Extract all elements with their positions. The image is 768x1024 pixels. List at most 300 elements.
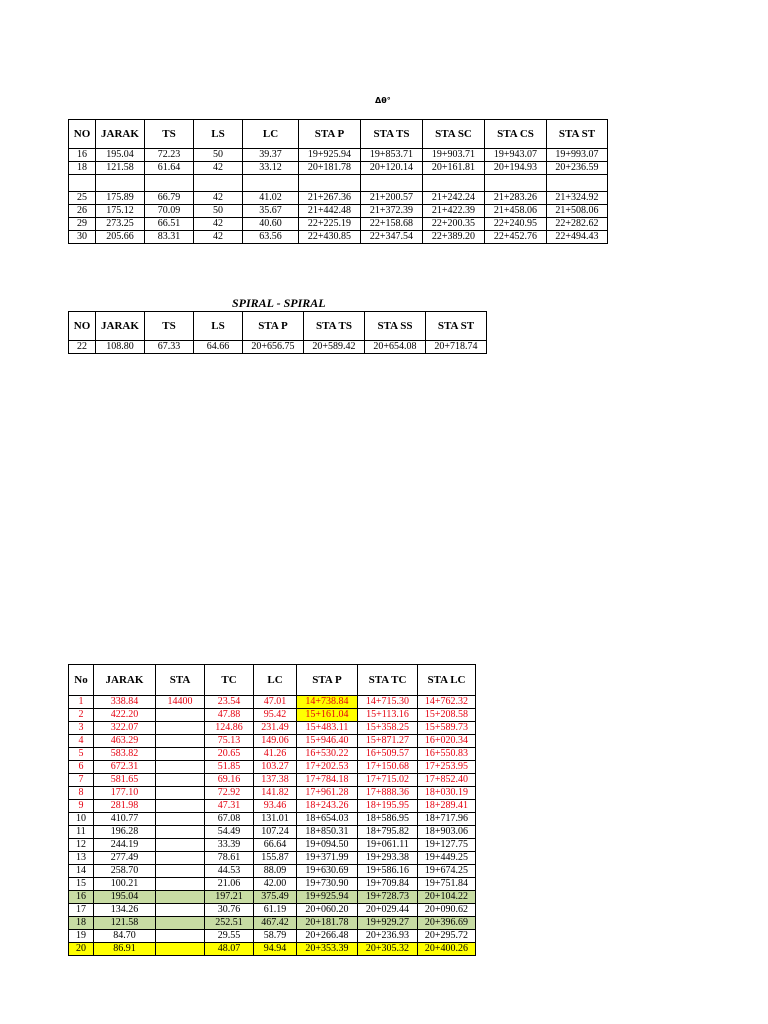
table-cell: 48.07: [205, 943, 254, 956]
header-cell: STA SC: [423, 120, 485, 149]
table-cell: 18+850.31: [297, 826, 358, 839]
table-cell: 19+751.84: [418, 878, 476, 891]
table-cell: 107.24: [254, 826, 297, 839]
table-cell: 583.82: [94, 748, 156, 761]
table-cell: 18+030.19: [418, 787, 476, 800]
table-cell: 16+550.83: [418, 748, 476, 761]
table-cell: [423, 175, 485, 192]
table-cell: 3: [69, 722, 94, 735]
table-header-row: [69, 120, 608, 149]
table-cell: 72.23: [145, 149, 194, 162]
table-row: [69, 839, 476, 852]
table-row: [69, 709, 476, 722]
table-cell: 50: [194, 149, 243, 162]
table-cell: 18+717.96: [418, 813, 476, 826]
header-cell: STA P: [243, 312, 304, 341]
header-cell: TC: [205, 665, 254, 696]
table-cell: 93.46: [254, 800, 297, 813]
table-cell: 121.58: [96, 162, 145, 175]
table-cell: [156, 735, 205, 748]
table-row: [69, 787, 476, 800]
table-cell: 14+715.30: [358, 696, 418, 709]
table-cell: 19+925.94: [299, 149, 361, 162]
header-cell: LS: [194, 312, 243, 341]
table-cell: 422.20: [94, 709, 156, 722]
table-cell: 64.66: [194, 341, 243, 354]
table-row: [69, 813, 476, 826]
table-cell: 7: [69, 774, 94, 787]
header-cell: LS: [194, 120, 243, 149]
table-row: [69, 175, 608, 192]
table-cell: 22: [69, 341, 96, 354]
table-cell: 86.91: [94, 943, 156, 956]
header-cell: JARAK: [94, 665, 156, 696]
table-cell: 17+888.36: [358, 787, 418, 800]
table-cell: 19+943.07: [485, 149, 547, 162]
table-cell: 22+389.20: [423, 231, 485, 244]
table-cell: 463.29: [94, 735, 156, 748]
table-cell: [243, 175, 299, 192]
table-cell: 20+161.81: [423, 162, 485, 175]
table-cell: 17+202.53: [297, 761, 358, 774]
table-cell: [547, 175, 608, 192]
table-cell: 121.58: [94, 917, 156, 930]
table-row: [69, 904, 476, 917]
table-cell: 322.07: [94, 722, 156, 735]
table-cell: 83.31: [145, 231, 194, 244]
table-cell: 17+961.28: [297, 787, 358, 800]
table-row: [69, 865, 476, 878]
table-cell: 30: [69, 231, 96, 244]
table-row: [69, 735, 476, 748]
table-cell: 15+871.27: [358, 735, 418, 748]
table-cell: 21+458.06: [485, 205, 547, 218]
table-cell: 19+293.38: [358, 852, 418, 865]
spiral-circle-spiral-table: [68, 119, 608, 244]
table-cell: 205.66: [96, 231, 145, 244]
table-cell: 195.04: [96, 149, 145, 162]
table-cell: 47.01: [254, 696, 297, 709]
table-cell: 39.37: [243, 149, 299, 162]
table-row: [69, 192, 608, 205]
table-cell: 100.21: [94, 878, 156, 891]
header-cell: STA: [156, 665, 205, 696]
table-cell: 42.00: [254, 878, 297, 891]
table-cell: 19+586.16: [358, 865, 418, 878]
table-cell: 20+656.75: [243, 341, 304, 354]
table-cell: [156, 774, 205, 787]
table-cell: [145, 175, 194, 192]
table-row: [69, 917, 476, 930]
table-cell: 19+674.25: [418, 865, 476, 878]
table-cell: [156, 826, 205, 839]
table-row: [69, 761, 476, 774]
table-cell: 20+718.74: [426, 341, 487, 354]
table-cell: 175.89: [96, 192, 145, 205]
table-cell: [485, 175, 547, 192]
table-cell: 19+094.50: [297, 839, 358, 852]
table-cell: 175.12: [96, 205, 145, 218]
table-cell: 15+946.40: [297, 735, 358, 748]
table-cell: 19+709.84: [358, 878, 418, 891]
table-cell: 47.31: [205, 800, 254, 813]
table-cell: 21+508.06: [547, 205, 608, 218]
table-row: [69, 696, 476, 709]
table-cell: [156, 839, 205, 852]
table-cell: [156, 709, 205, 722]
table-cell: 42: [194, 231, 243, 244]
table-cell: 19+061.11: [358, 839, 418, 852]
table-cell: 22+494.43: [547, 231, 608, 244]
table-cell: 20+120.14: [361, 162, 423, 175]
table-cell: 15+589.73: [418, 722, 476, 735]
table-cell: 19+925.94: [297, 891, 358, 904]
table-cell: 18+654.03: [297, 813, 358, 826]
table-cell: 94.94: [254, 943, 297, 956]
table-cell: 10: [69, 813, 94, 826]
table-cell: 66.51: [145, 218, 194, 231]
table-cell: 66.79: [145, 192, 194, 205]
table-cell: 16+509.57: [358, 748, 418, 761]
table-cell: 15: [69, 878, 94, 891]
delta-theta-label: Δθ°: [375, 96, 391, 105]
table-cell: 197.21: [205, 891, 254, 904]
table-cell: 16: [69, 149, 96, 162]
table-cell: 581.65: [94, 774, 156, 787]
header-cell: JARAK: [96, 312, 145, 341]
table-cell: 18+289.41: [418, 800, 476, 813]
table-cell: 15+358.25: [358, 722, 418, 735]
table-cell: 20+181.78: [299, 162, 361, 175]
table-cell: 58.79: [254, 930, 297, 943]
table-cell: 19+127.75: [418, 839, 476, 852]
table-cell: 177.10: [94, 787, 156, 800]
table-cell: 6: [69, 761, 94, 774]
table-cell: 41.02: [243, 192, 299, 205]
table-cell: 70.09: [145, 205, 194, 218]
table-cell: 2: [69, 709, 94, 722]
table-row: [69, 852, 476, 865]
header-cell: STA CS: [485, 120, 547, 149]
table-cell: 54.49: [205, 826, 254, 839]
table-cell: 25: [69, 192, 96, 205]
table-cell: 14400: [156, 696, 205, 709]
full-circle-table: [68, 664, 476, 956]
table-cell: 18+795.82: [358, 826, 418, 839]
table-cell: 63.56: [243, 231, 299, 244]
header-cell: STA ST: [547, 120, 608, 149]
table-cell: 21+242.24: [423, 192, 485, 205]
table-cell: 338.84: [94, 696, 156, 709]
table-cell: 149.06: [254, 735, 297, 748]
table-cell: 20+090.62: [418, 904, 476, 917]
header-cell: STA P: [299, 120, 361, 149]
table-cell: 88.09: [254, 865, 297, 878]
table-cell: [299, 175, 361, 192]
table-cell: 22+282.62: [547, 218, 608, 231]
header-cell: STA LC: [418, 665, 476, 696]
table-cell: 141.82: [254, 787, 297, 800]
table-row: [69, 826, 476, 839]
table-cell: 66.64: [254, 839, 297, 852]
table-cell: 21+442.48: [299, 205, 361, 218]
table-cell: [194, 175, 243, 192]
table-cell: [156, 852, 205, 865]
table-cell: 17+784.18: [297, 774, 358, 787]
table-cell: 21+324.92: [547, 192, 608, 205]
table-cell: 20+029.44: [358, 904, 418, 917]
header-cell: JARAK: [96, 120, 145, 149]
table-cell: 410.77: [94, 813, 156, 826]
table-cell: 19+728.73: [358, 891, 418, 904]
header-cell: NO: [69, 120, 96, 149]
table-cell: 15+161.04: [297, 709, 358, 722]
table-cell: 108.80: [96, 341, 145, 354]
header-cell: TS: [145, 312, 194, 341]
table-header-row: [69, 312, 487, 341]
table-cell: 20+295.72: [418, 930, 476, 943]
table-cell: 61.64: [145, 162, 194, 175]
table-cell: 95.42: [254, 709, 297, 722]
header-cell: No: [69, 665, 94, 696]
header-cell: STA TS: [361, 120, 423, 149]
table-cell: 41.26: [254, 748, 297, 761]
table-cell: 72.92: [205, 787, 254, 800]
table-cell: 8: [69, 787, 94, 800]
table-cell: 20+104.22: [418, 891, 476, 904]
table-row: [69, 205, 608, 218]
table-cell: 22+240.95: [485, 218, 547, 231]
table-cell: 17+852.40: [418, 774, 476, 787]
header-cell: STA TS: [304, 312, 365, 341]
table-row: [69, 943, 476, 956]
table-cell: 16+530.22: [297, 748, 358, 761]
table-cell: 155.87: [254, 852, 297, 865]
table-cell: 14+762.32: [418, 696, 476, 709]
header-cell: STA P: [297, 665, 358, 696]
table-cell: 20+194.93: [485, 162, 547, 175]
table-cell: 195.04: [94, 891, 156, 904]
table-cell: 20+236.93: [358, 930, 418, 943]
table-cell: 29: [69, 218, 96, 231]
table-cell: [156, 787, 205, 800]
table-cell: 196.28: [94, 826, 156, 839]
table-cell: 21+200.57: [361, 192, 423, 205]
table-cell: 22+430.85: [299, 231, 361, 244]
table-cell: 21+372.39: [361, 205, 423, 218]
table-cell: 42: [194, 162, 243, 175]
table-cell: 19+630.69: [297, 865, 358, 878]
table-cell: 22+347.54: [361, 231, 423, 244]
table-cell: 61.19: [254, 904, 297, 917]
table-cell: 18+195.95: [358, 800, 418, 813]
table-cell: [156, 891, 205, 904]
table-cell: 467.42: [254, 917, 297, 930]
table-cell: 277.49: [94, 852, 156, 865]
table-cell: 20+353.39: [297, 943, 358, 956]
table-cell: 22+158.68: [361, 218, 423, 231]
table-cell: 19+730.90: [297, 878, 358, 891]
table-cell: 103.27: [254, 761, 297, 774]
table-cell: 19+371.99: [297, 852, 358, 865]
table-row: [69, 218, 608, 231]
header-cell: LC: [243, 120, 299, 149]
table-cell: 18+903.06: [418, 826, 476, 839]
table-cell: 1: [69, 696, 94, 709]
table-cell: 20+060.20: [297, 904, 358, 917]
table-cell: 131.01: [254, 813, 297, 826]
spiral-spiral-title: SPIRAL - SPIRAL: [232, 296, 326, 310]
table-cell: 14+738.84: [297, 696, 358, 709]
table-cell: 137.38: [254, 774, 297, 787]
table-cell: 67.08: [205, 813, 254, 826]
table-cell: [156, 813, 205, 826]
table-cell: 20: [69, 943, 94, 956]
table-cell: 21.06: [205, 878, 254, 891]
table-row: [69, 231, 608, 244]
table-cell: 124.86: [205, 722, 254, 735]
table-row: [69, 341, 487, 354]
table-cell: [156, 943, 205, 956]
table-cell: 134.26: [94, 904, 156, 917]
table-cell: 231.49: [254, 722, 297, 735]
table-cell: 15+113.16: [358, 709, 418, 722]
table-cell: 4: [69, 735, 94, 748]
table-cell: 40.60: [243, 218, 299, 231]
table-cell: 20+400.26: [418, 943, 476, 956]
table-cell: [156, 865, 205, 878]
table-cell: 16+020.34: [418, 735, 476, 748]
spiral-spiral-table: [68, 311, 487, 354]
table-cell: 29.55: [205, 930, 254, 943]
table-cell: 20+181.78: [297, 917, 358, 930]
table-cell: [69, 175, 96, 192]
table-header-row: [69, 665, 476, 696]
table-cell: 15+208.58: [418, 709, 476, 722]
table-cell: 16: [69, 891, 94, 904]
table-cell: [156, 800, 205, 813]
table-row: [69, 800, 476, 813]
table-cell: 51.85: [205, 761, 254, 774]
table-cell: 44.53: [205, 865, 254, 878]
table-cell: 18+586.95: [358, 813, 418, 826]
table-cell: 19+903.71: [423, 149, 485, 162]
table-cell: 19+449.25: [418, 852, 476, 865]
table-cell: [156, 904, 205, 917]
table-cell: 244.19: [94, 839, 156, 852]
table-cell: 18+243.26: [297, 800, 358, 813]
header-cell: STA SS: [365, 312, 426, 341]
table-cell: 13: [69, 852, 94, 865]
table-cell: 69.16: [205, 774, 254, 787]
table-cell: [156, 748, 205, 761]
table-cell: 22+200.35: [423, 218, 485, 231]
table-cell: 50: [194, 205, 243, 218]
table-row: [69, 774, 476, 787]
table-cell: 19: [69, 930, 94, 943]
table-row: [69, 748, 476, 761]
table-cell: 33.12: [243, 162, 299, 175]
table-row: [69, 930, 476, 943]
table-cell: 17+715.02: [358, 774, 418, 787]
table-cell: 84.70: [94, 930, 156, 943]
table-cell: 78.61: [205, 852, 254, 865]
table-cell: 5: [69, 748, 94, 761]
table-cell: 258.70: [94, 865, 156, 878]
table-cell: 19+853.71: [361, 149, 423, 162]
table-cell: 11: [69, 826, 94, 839]
header-cell: TS: [145, 120, 194, 149]
table-row: [69, 162, 608, 175]
table-cell: 273.25: [96, 218, 145, 231]
table-cell: 26: [69, 205, 96, 218]
table-cell: 12: [69, 839, 94, 852]
table-cell: 21+283.26: [485, 192, 547, 205]
table-cell: 20.65: [205, 748, 254, 761]
table-cell: 20+654.08: [365, 341, 426, 354]
table-cell: 67.33: [145, 341, 194, 354]
table-cell: [156, 930, 205, 943]
table-cell: 42: [194, 192, 243, 205]
table-cell: [156, 722, 205, 735]
table-row: [69, 722, 476, 735]
table-row: [69, 891, 476, 904]
table-cell: 18: [69, 917, 94, 930]
table-cell: 21+422.39: [423, 205, 485, 218]
header-cell: NO: [69, 312, 96, 341]
table-row: [69, 149, 608, 162]
table-cell: [156, 878, 205, 891]
table-cell: 22+452.76: [485, 231, 547, 244]
table-cell: 17+253.95: [418, 761, 476, 774]
table-cell: 21+267.36: [299, 192, 361, 205]
header-cell: LC: [254, 665, 297, 696]
table-row: [69, 878, 476, 891]
table-cell: 30.76: [205, 904, 254, 917]
table-cell: 19+929.27: [358, 917, 418, 930]
table-cell: 18: [69, 162, 96, 175]
table-cell: 281.98: [94, 800, 156, 813]
table-cell: 20+396.69: [418, 917, 476, 930]
table-cell: 672.31: [94, 761, 156, 774]
table-cell: 22+225.19: [299, 218, 361, 231]
table-cell: 17: [69, 904, 94, 917]
table-cell: 20+305.32: [358, 943, 418, 956]
table-cell: 15+483.11: [297, 722, 358, 735]
table-cell: 17+150.68: [358, 761, 418, 774]
header-cell: STA ST: [426, 312, 487, 341]
table-cell: 42: [194, 218, 243, 231]
table-cell: [156, 761, 205, 774]
table-cell: 75.13: [205, 735, 254, 748]
table-cell: 375.49: [254, 891, 297, 904]
table-cell: 14: [69, 865, 94, 878]
table-cell: 33.39: [205, 839, 254, 852]
header-cell: STA TC: [358, 665, 418, 696]
table-cell: [156, 917, 205, 930]
table-cell: 47.88: [205, 709, 254, 722]
table-cell: 19+993.07: [547, 149, 608, 162]
table-cell: 20+236.59: [547, 162, 608, 175]
table-cell: 252.51: [205, 917, 254, 930]
table-cell: [361, 175, 423, 192]
table-cell: 35.67: [243, 205, 299, 218]
table-cell: 9: [69, 800, 94, 813]
table-cell: 20+266.48: [297, 930, 358, 943]
table-cell: 20+589.42: [304, 341, 365, 354]
table-cell: [96, 175, 145, 192]
table-cell: 23.54: [205, 696, 254, 709]
